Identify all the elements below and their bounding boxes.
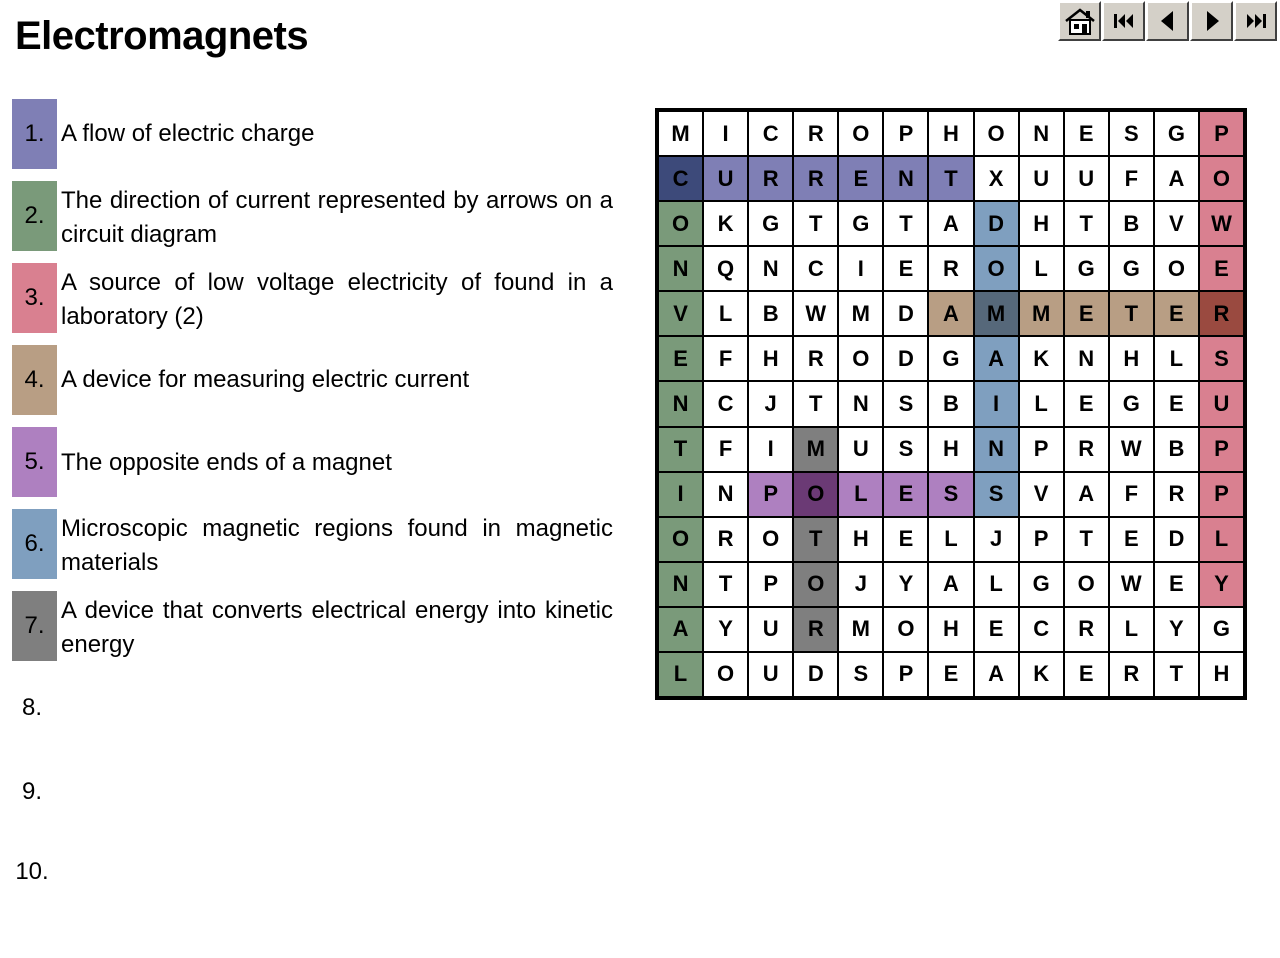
slide-navigation [1058,1,1278,43]
grid-cell[interactable]: R [793,156,838,201]
grid-cell[interactable]: R [1199,291,1244,336]
grid-cell[interactable]: M [658,111,703,156]
clue-number-10: 10. [15,858,49,885]
grid-cell[interactable]: C [748,111,793,156]
grid-cell[interactable]: L [974,562,1019,607]
grid-cell[interactable]: D [1154,517,1199,562]
grid-cell[interactable]: O [974,111,1019,156]
clue-text-4: A device for measuring electric current [61,366,470,393]
grid-cell[interactable]: C [1019,607,1064,652]
grid-cell[interactable]: E [838,156,883,201]
grid-cell[interactable]: S [974,472,1019,517]
grid-cell[interactable]: N [1064,336,1109,381]
grid-cell[interactable]: I [658,472,703,517]
grid-cell[interactable]: B [748,291,793,336]
grid-cell[interactable]: W [1199,201,1244,246]
grid-cell[interactable]: A [658,607,703,652]
grid-cell[interactable]: N [658,246,703,291]
grid-cell[interactable]: R [1109,652,1154,697]
previous-slide-button[interactable] [1146,1,1189,41]
clue-text-7: A device that converts electrical energy into kinetic energy [61,597,613,658]
grid-cell[interactable]: R [748,156,793,201]
grid-cell[interactable]: T [1109,291,1154,336]
grid-cell[interactable]: T [793,381,838,426]
grid-cell[interactable]: S [1199,336,1244,381]
grid-cell[interactable]: E [883,246,928,291]
grid-cell[interactable]: Y [703,607,748,652]
grid-cell[interactable]: P [1019,427,1064,472]
grid-cell[interactable]: O [974,246,1019,291]
grid-cell[interactable]: E [1199,246,1244,291]
grid-cell[interactable]: U [748,652,793,697]
grid-cell[interactable]: H [1019,201,1064,246]
grid-cell[interactable]: U [838,427,883,472]
grid-cell[interactable]: J [748,381,793,426]
grid-cell[interactable]: I [748,427,793,472]
grid-cell[interactable]: F [1109,472,1154,517]
grid-cell[interactable]: P [883,652,928,697]
grid-cell[interactable]: I [703,111,748,156]
grid-cell[interactable]: M [1019,291,1064,336]
grid-cell[interactable]: T [883,201,928,246]
clue-text-3: A source of low voltage electricity of found in a laboratory (2) [61,269,613,330]
grid-cell[interactable]: O [793,562,838,607]
clue-number-5: 5. [12,427,57,497]
grid-cell[interactable]: M [793,427,838,472]
grid-cell[interactable]: O [793,472,838,517]
grid-cell[interactable]: E [1064,652,1109,697]
grid-cell[interactable]: H [928,111,973,156]
grid-cell[interactable]: U [1064,156,1109,201]
grid-cell[interactable]: E [1154,381,1199,426]
grid-cell[interactable]: D [974,201,1019,246]
grid-cell[interactable]: H [838,517,883,562]
grid-cell[interactable]: B [1154,427,1199,472]
clue-text-5: The opposite ends of a magnet [61,449,392,476]
grid-cell[interactable]: O [838,336,883,381]
grid-cell[interactable]: Q [703,246,748,291]
next-icon [1199,8,1225,34]
grid-cell[interactable]: U [703,156,748,201]
grid-cell[interactable]: M [838,607,883,652]
clue-number-2: 2. [12,181,57,251]
grid-cell[interactable]: H [748,336,793,381]
grid-cell[interactable]: U [1199,381,1244,426]
clue-number-1: 1. [12,99,57,169]
grid-cell[interactable]: L [1154,336,1199,381]
grid-cell[interactable]: P [748,562,793,607]
grid-cell[interactable]: E [1064,381,1109,426]
grid-cell[interactable]: L [703,291,748,336]
grid-cell[interactable]: T [1154,652,1199,697]
grid-cell[interactable]: N [974,427,1019,472]
grid-cell[interactable]: T [1064,517,1109,562]
grid-cell[interactable]: E [1064,291,1109,336]
grid-cell[interactable]: U [1019,156,1064,201]
grid-cell[interactable]: S [883,427,928,472]
grid-cell[interactable]: G [1109,246,1154,291]
grid-cell[interactable]: N [658,381,703,426]
grid-cell[interactable]: E [1064,111,1109,156]
grid-cell[interactable]: S [928,472,973,517]
grid-cell[interactable]: P [1199,111,1244,156]
last-slide-button[interactable] [1234,1,1277,41]
grid-cell[interactable]: V [1019,472,1064,517]
grid-cell[interactable]: G [928,336,973,381]
previous-icon [1155,8,1181,34]
grid-cell[interactable]: G [1199,607,1244,652]
grid-cell[interactable]: D [793,652,838,697]
grid-cell[interactable]: C [658,156,703,201]
skip-last-icon [1243,10,1269,32]
grid-cell[interactable]: H [928,607,973,652]
grid-cell[interactable]: W [1109,427,1154,472]
grid-cell[interactable]: G [1154,111,1199,156]
grid-cell[interactable]: P [748,472,793,517]
grid-cell[interactable]: E [883,472,928,517]
grid-cell[interactable]: P [1019,517,1064,562]
grid-cell[interactable]: A [974,652,1019,697]
grid-cell[interactable]: K [1019,652,1064,697]
grid-cell[interactable]: L [928,517,973,562]
grid-cell[interactable]: R [1154,472,1199,517]
clue-number-3: 3. [12,263,57,333]
clue-text-1: A flow of electric charge [61,120,315,147]
grid-cell[interactable]: G [1019,562,1064,607]
grid-cell[interactable]: R [1064,607,1109,652]
next-slide-button[interactable] [1190,1,1233,41]
grid-cell[interactable]: H [1199,652,1244,697]
grid-cell[interactable]: E [974,607,1019,652]
grid-cell[interactable]: G [838,201,883,246]
grid-cell[interactable]: E [658,336,703,381]
grid-cell[interactable]: F [1109,156,1154,201]
clue-number-9: 9. [21,778,42,805]
grid-cell[interactable]: A [974,336,1019,381]
grid-cell[interactable]: S [883,381,928,426]
first-slide-button[interactable] [1102,1,1145,41]
clue-number-6: 6. [12,509,57,579]
grid-cell[interactable]: O [658,517,703,562]
grid-cell[interactable]: L [1019,246,1064,291]
grid-cell[interactable]: L [658,652,703,697]
grid-cell[interactable]: U [748,607,793,652]
word-search-grid [655,108,1247,700]
grid-cell[interactable]: L [838,472,883,517]
grid-cell[interactable]: E [1154,562,1199,607]
grid-cell[interactable]: T [703,562,748,607]
grid-cell[interactable]: T [793,201,838,246]
grid-cell[interactable]: H [928,427,973,472]
clue-number-7: 7. [12,591,57,661]
grid-cell[interactable]: L [1199,517,1244,562]
clue-text-2: The direction of current represented by arrows on a circuit diagram [61,187,613,248]
home-icon [1063,5,1097,37]
grid-cell[interactable]: A [928,201,973,246]
grid-cell[interactable]: P [883,111,928,156]
grid-cell[interactable]: N [658,562,703,607]
grid-cell[interactable]: B [928,381,973,426]
grid-cell[interactable]: O [1199,156,1244,201]
grid-cell[interactable]: W [793,291,838,336]
grid-cell[interactable]: O [703,652,748,697]
grid-cell[interactable]: A [928,291,973,336]
grid-cell[interactable]: R [1064,427,1109,472]
grid-cell[interactable]: O [1154,246,1199,291]
grid-cell[interactable]: A [1154,156,1199,201]
grid-cell[interactable]: P [1199,427,1244,472]
grid-cell[interactable]: A [928,562,973,607]
grid-cell[interactable]: N [883,156,928,201]
grid-cell[interactable]: R [793,607,838,652]
grid-cell[interactable]: L [1109,607,1154,652]
grid-cell[interactable]: O [748,517,793,562]
grid-cell[interactable]: T [658,427,703,472]
grid-cell[interactable]: P [1199,472,1244,517]
grid-cell[interactable]: O [838,111,883,156]
grid-cell[interactable]: O [1064,562,1109,607]
grid-cell[interactable]: F [703,427,748,472]
grid-cell[interactable]: R [928,246,973,291]
grid-cell[interactable]: F [703,336,748,381]
grid-cell[interactable]: E [1109,517,1154,562]
home-button[interactable] [1058,1,1101,41]
grid-cell[interactable]: N [1019,111,1064,156]
grid-cell[interactable]: W [1109,562,1154,607]
grid-cell[interactable]: N [838,381,883,426]
grid-cell[interactable]: G [1064,246,1109,291]
grid-cell[interactable]: R [793,111,838,156]
grid-cell[interactable]: T [1064,201,1109,246]
grid-cell[interactable]: L [1019,381,1064,426]
grid-cell[interactable]: O [658,201,703,246]
grid-cell[interactable]: R [703,517,748,562]
grid-cell[interactable]: N [703,472,748,517]
grid-cell[interactable]: E [928,652,973,697]
grid-cell[interactable]: E [883,517,928,562]
grid-cell[interactable]: J [974,517,1019,562]
clue-number-4: 4. [12,345,57,415]
grid-cell[interactable]: O [883,607,928,652]
grid-cell[interactable]: I [974,381,1019,426]
grid-cell[interactable]: V [1154,201,1199,246]
grid-cell[interactable]: C [703,381,748,426]
grid-cell[interactable]: K [1019,336,1064,381]
grid-cell[interactable]: K [703,201,748,246]
grid-cell[interactable]: B [1109,201,1154,246]
grid-cell[interactable]: V [658,291,703,336]
clue-text-6: Microscopic magnetic regions found in magnetic materials [61,515,613,576]
grid-cell[interactable]: Y [1199,562,1244,607]
page-title: Electromagnets [15,14,309,58]
grid-cell[interactable]: D [883,336,928,381]
grid-cell[interactable]: J [838,562,883,607]
skip-first-icon [1111,10,1137,32]
grid-cell[interactable]: G [1109,381,1154,426]
grid-cell[interactable]: M [974,291,1019,336]
grid-cell[interactable]: S [838,652,883,697]
grid-cell[interactable]: G [748,201,793,246]
clue-number-8: 8. [21,694,42,721]
grid-cell[interactable]: I [838,246,883,291]
grid-cell[interactable]: H [1109,336,1154,381]
grid-cell[interactable]: C [793,246,838,291]
grid-cell[interactable]: Y [883,562,928,607]
grid-cell[interactable]: S [1109,111,1154,156]
grid-cell[interactable]: T [928,156,973,201]
grid-cell[interactable]: T [793,517,838,562]
grid-cell[interactable]: A [1064,472,1109,517]
grid-cell[interactable]: E [1154,291,1199,336]
grid-cell[interactable]: M [838,291,883,336]
grid-cell[interactable]: X [974,156,1019,201]
grid-cell[interactable]: R [793,336,838,381]
grid-cell[interactable]: Y [1154,607,1199,652]
grid-cell[interactable]: D [883,291,928,336]
grid-cell[interactable]: N [748,246,793,291]
